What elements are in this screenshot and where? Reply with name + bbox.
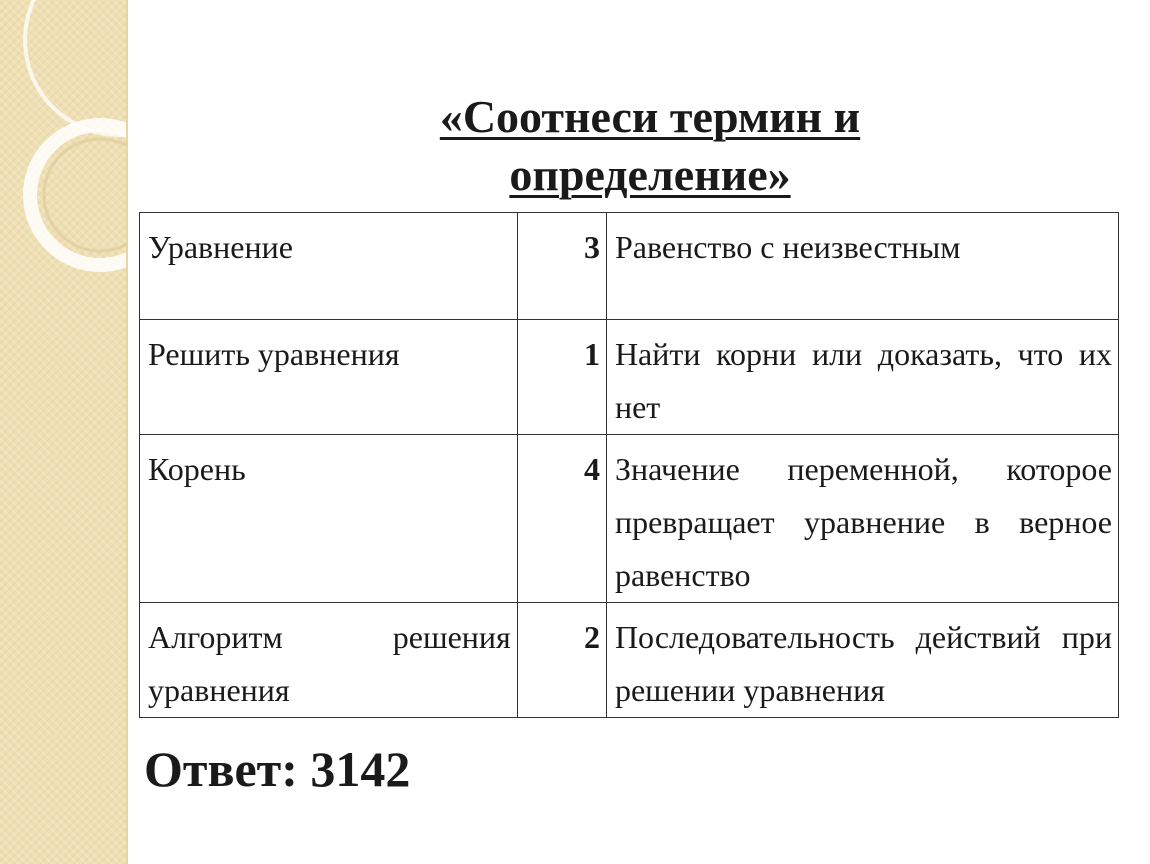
definition-cell: Равенство с неизвестным bbox=[606, 213, 1118, 320]
table-row bbox=[140, 603, 1119, 718]
term-cell: Решить уравнения bbox=[140, 320, 518, 435]
decorative-side-band bbox=[0, 0, 128, 864]
decorative-rings-icon bbox=[0, 0, 128, 864]
matching-table bbox=[139, 212, 1119, 718]
slide-title: «Соотнеси термин и определение» bbox=[439, 91, 861, 200]
table-row bbox=[140, 435, 1119, 603]
definition-cell: Найти корни или доказать, что их нет bbox=[606, 320, 1118, 435]
match-number-cell: 2 bbox=[517, 603, 606, 718]
match-number-cell: 4 bbox=[517, 435, 606, 603]
match-number-cell: 3 bbox=[517, 213, 606, 320]
table-row bbox=[140, 213, 1119, 320]
definition-cell: Значение переменной, которое превращает уравнение в верное равенство bbox=[606, 435, 1118, 603]
table-row bbox=[140, 320, 1119, 435]
term-cell: Алгоритм решения уравнения bbox=[140, 603, 518, 718]
definition-cell: Последовательность действий при решении уравнения bbox=[606, 603, 1118, 718]
term-cell: Корень bbox=[140, 435, 518, 603]
term-cell: Уравнение bbox=[140, 213, 518, 320]
match-number-cell: 1 bbox=[517, 320, 606, 435]
answer-text: Ответ: 3142 bbox=[144, 741, 411, 797]
